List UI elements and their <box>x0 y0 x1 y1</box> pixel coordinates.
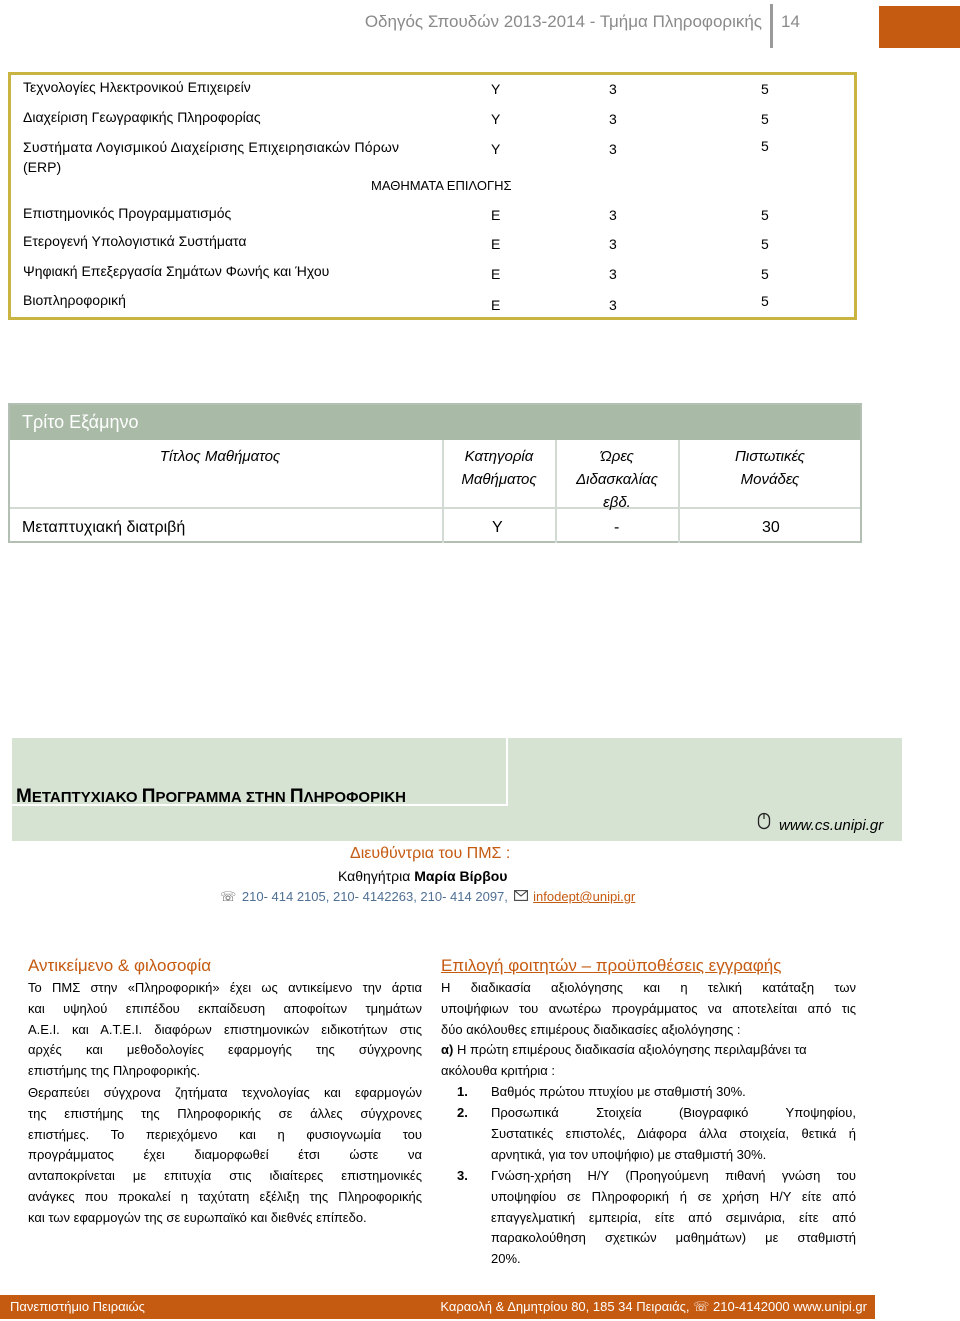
phone-numbers: 210- 414 2105, 210- 4142263, 210- 414 2097, <box>241 889 508 904</box>
course-hours: 3 <box>609 297 617 313</box>
criterion-1 <box>441 1082 856 1104</box>
footer-phone: 210-4142000 <box>713 1299 790 1314</box>
text-line: δύο ακόλουθες επιμέρους διαδικασίες αξιολόγησης : <box>441 1021 741 1037</box>
course-credits: 5 <box>761 236 769 252</box>
text-line: ανάγκες που προκαλεί η ταχύτατη εξέλιξη της Πληροφορικής <box>28 1188 422 1204</box>
phone-icon: ☏ <box>220 889 237 904</box>
footer-website[interactable]: www.unipi.gr <box>793 1299 867 1314</box>
text-line: επιστήμης της Πληροφορικής. <box>28 1063 201 1079</box>
header-category-line1: Κατηγορία <box>464 448 534 465</box>
criterion-2 <box>441 1103 856 1167</box>
course-title: Συστήματα Λογισμικού Διαχείρισης Επιχειρησιακών Πόρων <box>23 139 400 155</box>
course-category: Ε <box>491 266 501 282</box>
text-line: ανταποκρίνεται με επιτυχία στις ιδιαίτερες επιστημονικές <box>28 1168 422 1184</box>
table-row <box>23 205 231 221</box>
course-category: Ε <box>491 236 501 252</box>
course-category: Ε <box>491 207 501 223</box>
course-hours: 3 <box>609 81 617 97</box>
course-hours: 3 <box>609 141 617 157</box>
mouse-icon <box>757 812 773 834</box>
criterion-number: 3. <box>457 1168 468 1183</box>
course-title: Επιστημονικός Προγραμματισμός <box>23 205 232 221</box>
footer-contact <box>440 1299 867 1315</box>
text-line: Συστατικές επιστολές, Διάφορα άλλα στοιχεία, θετικά ή <box>491 1125 856 1141</box>
envelope-icon <box>514 889 528 904</box>
left-paragraph-2 <box>28 1083 422 1229</box>
row-divider <box>10 507 860 509</box>
criterion-number: 1. <box>457 1084 468 1099</box>
course-title: Διαχείριση Γεωγραφικής Πληροφορίας <box>23 109 261 125</box>
header-credits <box>680 445 860 491</box>
thesis-title: Μεταπτυχιακή διατριβή <box>22 519 186 536</box>
table-row <box>23 233 246 249</box>
third-semester-table <box>8 403 862 543</box>
program-title-part: ΕΤΑΠΤΥΧΙΑΚΟ <box>31 789 142 806</box>
course-hours: 3 <box>609 266 617 282</box>
header-hours-line2: Διδασκαλίας <box>576 471 658 488</box>
text-line: επαγγελματική εμπειρία, είτε από σεμινάρια, είτε από <box>491 1209 856 1225</box>
text-line <box>441 1040 856 1061</box>
table-row <box>23 109 261 125</box>
header-category-line2: Μαθήματος <box>461 471 537 488</box>
header-category <box>444 445 554 491</box>
table-row <box>23 139 399 155</box>
text-line: παρακολούθηση σχετικών μαθημάτων) με σταθμιστή <box>491 1230 856 1246</box>
header-divider <box>770 4 773 48</box>
course-title: Ετερογενή Υπολογιστικά Συστήματα <box>23 233 247 249</box>
text-line: υποψηφίου σε Πληροφορική ή σε χρήση Η/Υ είτε από <box>491 1188 856 1204</box>
program-title-part: Π <box>141 786 156 807</box>
alpha-text: Η πρώτη επιμέρους διαδικασία αξιολόγησης περιλαμβάνει τα <box>453 1042 807 1058</box>
course-title-line2: (ERP) <box>23 159 62 175</box>
program-title-part: Μ <box>16 786 32 807</box>
text-line: προγράμματος έχει διαμορφωθεί έτσι ώστε να <box>28 1147 422 1163</box>
table-row <box>23 79 251 95</box>
text-line: υποψήφιων του ανωτέρω προγράμματος να αποτελείται από τις <box>441 1000 856 1016</box>
text-line: Θεραπεύει σύγχρονα ζητήματα τεχνολογίας και εφαρμογών <box>28 1085 422 1100</box>
banner-divider-vertical <box>506 738 508 806</box>
header-hours-line3: εβδ. <box>603 494 631 511</box>
text-line: της επιστήμης της Πληροφορικής σε άλλες σύγχρονες <box>28 1105 422 1121</box>
header-accent-block <box>879 6 960 48</box>
course-credits: 5 <box>761 111 769 127</box>
course-category: Υ <box>491 141 501 157</box>
electives-heading: ΜΑΘΗΜΑΤΑ ΕΠΙΛΟΓΗΣ <box>371 178 512 193</box>
criterion-3 <box>441 1166 856 1272</box>
text-line: ακόλουθα κριτήρια : <box>441 1063 556 1079</box>
course-hours: 3 <box>609 207 617 223</box>
course-title: Βιοπληροφορική <box>23 292 126 308</box>
website[interactable] <box>757 812 883 834</box>
text-line: Γνώση-χρήση Η/Υ (Προηγούμενη πιθανή γνώση του <box>491 1168 856 1183</box>
thesis-hours: - <box>614 519 620 536</box>
course-category: Ε <box>491 297 501 313</box>
contact-line <box>218 889 635 905</box>
document-title: Οδηγός Σπουδών 2013-2014 - Τμήμα Πληροφορικής <box>364 12 762 31</box>
text-line: Η διαδικασία αξιολόγησης και η τελική κατάταξη των <box>441 980 856 995</box>
criterion-text <box>491 1166 856 1270</box>
thesis-credits: 30 <box>762 519 780 536</box>
courses-table <box>8 72 857 320</box>
text-line: επιστήμες. Το περιεχόμενο και η φυσιογνωμία του <box>28 1126 422 1142</box>
course-title: Ψηφιακή Επεξεργασία Σημάτων Φωνής και Ήχου <box>23 263 330 279</box>
page-number: 14 <box>781 12 800 31</box>
text-line: Το ΠΜΣ στην «Πληροφορική» έχει ως αντικείμενο την άρτια <box>28 980 422 995</box>
header-hours <box>557 445 677 514</box>
table-row <box>23 263 329 279</box>
phone-icon: ☏ <box>693 1299 710 1314</box>
director-label: Διευθύντρια του ΠΜΣ : <box>350 845 511 862</box>
course-credits: 5 <box>761 293 769 309</box>
criterion-number: 2. <box>457 1105 468 1120</box>
header-credits-line1: Πιστωτικές <box>735 448 805 465</box>
semester-header-bar <box>10 405 860 440</box>
program-title-part: ΛΗΡΟΦΟΡΙΚΗ <box>303 789 406 806</box>
course-hours: 3 <box>609 236 617 252</box>
text-line: και των εφαρμογών της σε ευρωπαϊκό και διεθνές επίπεδο. <box>28 1209 367 1225</box>
text-line: αρνητικά, για τον υποψήφιο) με σταθμιστή 30%. <box>491 1146 767 1162</box>
table-row-continuation <box>23 159 61 175</box>
left-paragraph-1 <box>28 978 422 1082</box>
website-link[interactable]: www.cs.unipi.gr <box>779 817 884 834</box>
footer-university: Πανεπιστήμιο Πειραιώς <box>10 1299 145 1314</box>
course-category: Υ <box>491 81 501 97</box>
text-line: αρχές και μεθοδολογίες εφαρμογής της σύγχρονης <box>28 1042 422 1058</box>
left-section-title: Αντικείμενο & φιλοσοφία <box>28 956 212 975</box>
course-title: Τεχνολογίες Ηλεκτρονικού Επιχειρείν <box>23 79 251 95</box>
course-credits: 5 <box>761 81 769 97</box>
text-line: 20%. <box>491 1251 521 1267</box>
right-section-title: Επιλογή φοιτητών – προϋποθέσεις εγγραφής <box>441 956 782 975</box>
criterion-text <box>491 1103 856 1165</box>
program-title-part: Π <box>289 786 304 807</box>
table-row <box>23 292 126 308</box>
semester-title: Τρίτο Εξάμηνο <box>22 412 139 432</box>
professor-title: Καθηγήτρια <box>338 868 411 884</box>
course-category: Υ <box>491 111 501 127</box>
course-credits: 5 <box>761 207 769 223</box>
course-credits: 5 <box>761 266 769 282</box>
alpha-label: α) <box>441 1042 454 1058</box>
footer-address: Καραολή & Δημητρίου 80, 185 34 Πειραιάς, <box>440 1299 690 1314</box>
program-title <box>16 786 406 808</box>
professor-line <box>338 868 507 884</box>
professor-name: Μαρία Βίρβου <box>414 868 508 884</box>
course-credits: 5 <box>761 138 769 154</box>
course-hours: 3 <box>609 111 617 127</box>
header-credits-line2: Μονάδες <box>740 471 800 488</box>
thesis-category: Υ <box>492 519 503 536</box>
header-hours-line1: Ώρες <box>600 448 634 465</box>
program-title-part: ΡΟΓΡΑΜΜΑ ΣΤΗΝ <box>155 789 290 806</box>
footer-bar <box>0 1295 875 1319</box>
right-intro <box>441 978 856 1082</box>
text-line: και υψηλού επιπέδου εκπαίδευση αποφοίτων τμημάτων <box>28 1000 422 1016</box>
text-line: Α.Ε.Ι. και Α.Τ.Ε.Ι. διαφόρων επιστημονικών ειδικοτήτων στις <box>28 1021 422 1037</box>
email-link[interactable]: infodept@unipi.gr <box>533 889 636 904</box>
header-course-title: Τίτλος Μαθήματος <box>159 448 281 465</box>
text-line: Προσωπικά Στοιχεία (Βιογραφικό Υποψηφίου, <box>491 1105 856 1120</box>
text-line: Βαθμός πρώτου πτυχίου με σταθμιστή 30%. <box>491 1084 746 1099</box>
